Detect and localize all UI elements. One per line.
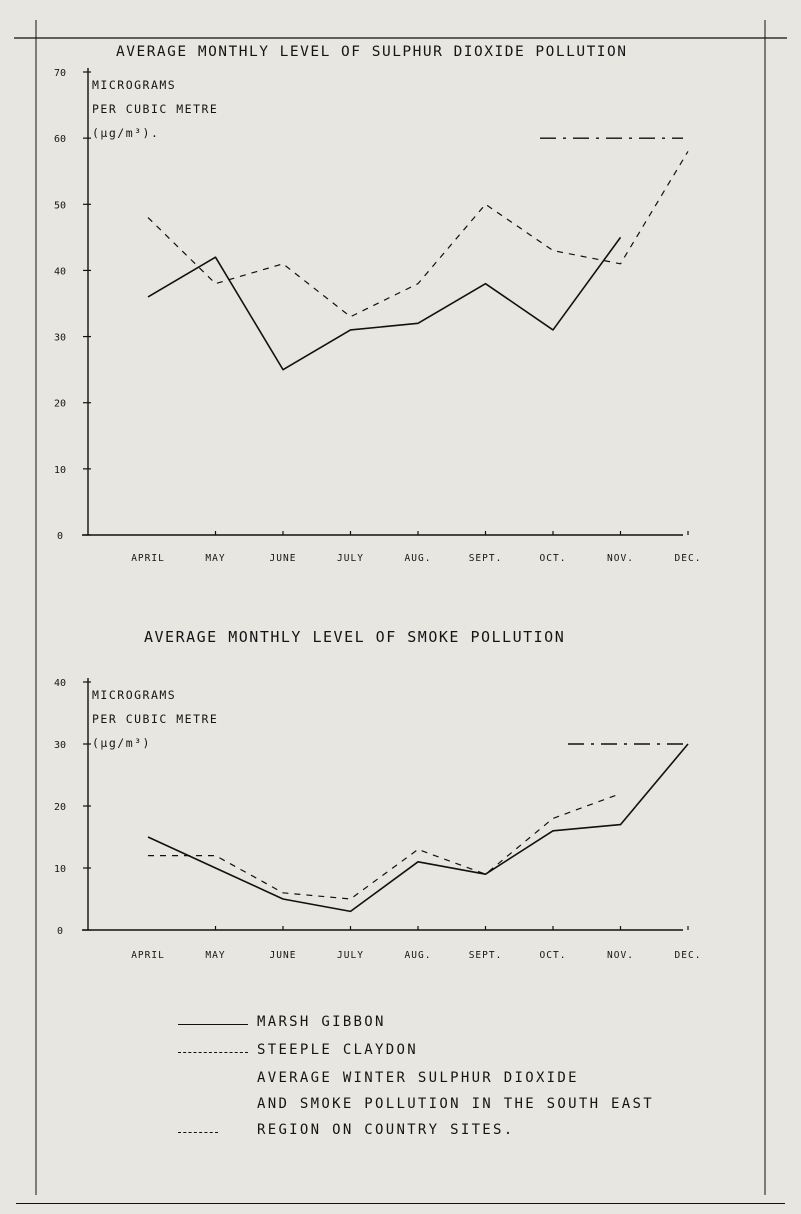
chart2-title: AVERAGE MONTHLY LEVEL OF SMOKE POLLUTION xyxy=(144,628,566,646)
x-tick-label: NOV. xyxy=(607,950,634,961)
chart2-unit-line3: (µg/m³) xyxy=(92,736,151,750)
y-tick-label: 30 xyxy=(53,740,67,751)
chart1-unit-line3: (µg/m³). xyxy=(92,126,160,140)
y-tick-label: 30 xyxy=(53,332,67,344)
series-line-marsh-gibbon xyxy=(148,744,688,911)
x-tick-label: AUG. xyxy=(404,950,432,961)
chart2-unit-line2: PER CUBIC METRE xyxy=(92,712,219,726)
series-line-steeple-claydon xyxy=(148,794,621,899)
legend-label: AND SMOKE POLLUTION IN THE SOUTH EAST xyxy=(257,1096,654,1112)
x-tick-label: OCT. xyxy=(539,950,567,961)
x-tick-label: DEC. xyxy=(674,553,702,564)
x-tick-label: OCT. xyxy=(539,553,567,564)
y-tick-label: 20 xyxy=(53,802,67,813)
x-tick-label: JUNE xyxy=(269,950,297,961)
x-tick-label: JULY xyxy=(337,553,364,564)
legend-label: REGION ON COUNTRY SITES. xyxy=(257,1122,515,1138)
legend-label: STEEPLE CLAYDON xyxy=(257,1042,418,1058)
x-tick-label: JUNE xyxy=(269,553,297,564)
chart2-unit-line1: MICROGRAMS xyxy=(92,688,177,702)
y-tick-label: 50 xyxy=(53,200,67,212)
y-tick-label: 40 xyxy=(53,678,67,689)
chart1-unit-line1: MICROGRAMS xyxy=(92,78,177,92)
x-tick-label: JULY xyxy=(337,950,364,961)
x-tick-label: APRIL xyxy=(131,950,165,961)
x-tick-label: MAY xyxy=(205,950,226,961)
y-tick-label: 60 xyxy=(53,134,67,146)
y-tick-label: 20 xyxy=(53,398,67,410)
x-tick-label: AUG. xyxy=(404,553,432,564)
x-tick-label: SEPT. xyxy=(468,553,503,564)
x-tick-label: SEPT. xyxy=(468,950,503,961)
x-tick-label: MAY xyxy=(205,553,226,564)
y-tick-label: 10 xyxy=(53,464,67,476)
x-tick-label: DEC. xyxy=(674,950,702,961)
y-tick-label: 40 xyxy=(53,266,67,278)
y-tick-label: 0 xyxy=(56,926,64,937)
legend-swatch-dashed xyxy=(178,1052,248,1053)
chart1-title: AVERAGE MONTHLY LEVEL OF SULPHUR DIOXIDE POLLUTION xyxy=(116,44,628,60)
legend-label: AVERAGE WINTER SULPHUR DIOXIDE xyxy=(257,1070,579,1086)
x-tick-label: APRIL xyxy=(131,553,165,564)
legend-label: MARSH GIBBON xyxy=(257,1014,386,1030)
chart1-unit-line2: PER CUBIC METRE xyxy=(92,102,219,116)
x-tick-label: NOV. xyxy=(607,553,634,564)
y-tick-label: 10 xyxy=(53,864,67,875)
legend-swatch-dashdot xyxy=(178,1132,218,1133)
y-tick-label: 70 xyxy=(53,68,67,79)
y-tick-label: 0 xyxy=(56,531,64,542)
legend-swatch-solid xyxy=(178,1024,248,1025)
